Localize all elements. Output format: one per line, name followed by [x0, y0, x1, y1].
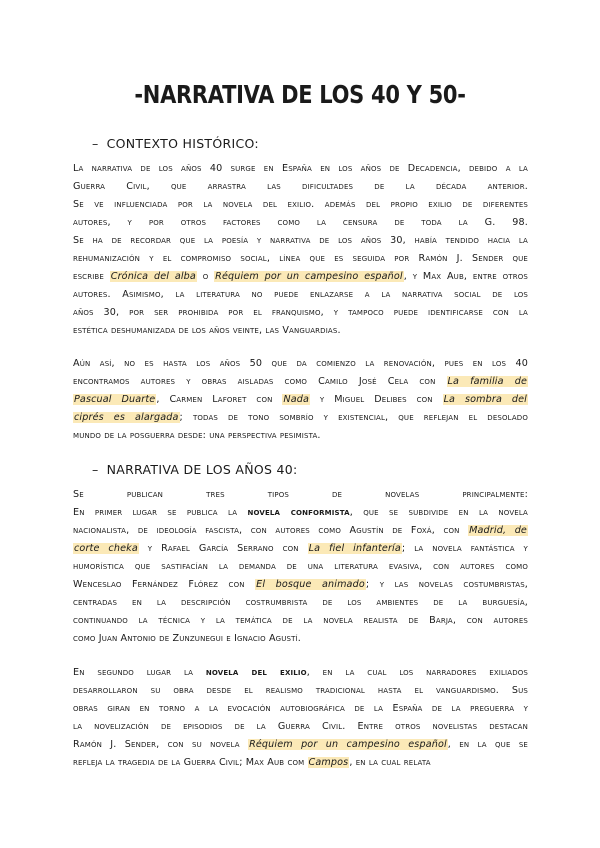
- paragraph: [73, 664, 528, 772]
- text-line: [73, 630, 528, 648]
- text-line: [73, 250, 528, 268]
- text-span: o: [196, 271, 215, 282]
- highlighted-title: Nada: [283, 394, 310, 405]
- text-line: [73, 355, 528, 373]
- text-span: En segundo lugar la: [73, 667, 206, 678]
- highlighted-title: Réquiem por un campesino español: [249, 739, 447, 750]
- text-line: [73, 160, 528, 178]
- highlighted-title: La fiel infantería: [308, 543, 401, 554]
- text-line: [73, 594, 528, 612]
- text-span: ; la novela fantástica y: [401, 543, 528, 554]
- text-line: [73, 232, 528, 250]
- text-line: [73, 214, 528, 232]
- text-line: [73, 427, 528, 445]
- text-span: estética deshumanizada de los años veinte, las Vanguardias.: [73, 325, 341, 336]
- heading-text: NARRATIVA DE LOS AÑOS 40:: [106, 462, 298, 477]
- highlighted-title: Réquiem por un campesino español: [215, 271, 403, 282]
- text-span: ; y las novelas costumbristas,: [365, 579, 528, 590]
- text-span: En primer lugar se publica la: [73, 507, 248, 518]
- text-line: [73, 576, 528, 594]
- text-span: La narrativa de los años 40 surge en España en los años de Decadencia, debido a la: [73, 163, 528, 174]
- text-line: [73, 736, 528, 754]
- text-span: nacionalista, de ideología fascista, con autores como Agustín de Foxá, con: [73, 525, 469, 536]
- highlighted-title: El bosque animado: [256, 579, 365, 590]
- page-title: -NARRATIVA DE LOS 40 Y 50-: [134, 80, 466, 109]
- section-heading-narrativa-40: [92, 462, 298, 477]
- section-heading-contexto: [92, 136, 259, 151]
- text-span: , en la que se: [447, 739, 528, 750]
- text-line: [73, 718, 528, 736]
- heading-dash: –: [92, 462, 99, 477]
- text-span: , Carmen Laforet con: [156, 394, 283, 405]
- text-span: centradas en la descripción costrumbrista de los ambientes de la burguesía,: [73, 597, 528, 608]
- text-span: escribe: [73, 271, 110, 282]
- text-span: como Juan Antonio de Zunzunegui e Ignacio Agustí.: [73, 633, 301, 644]
- text-line: [73, 540, 528, 558]
- bold-term: novela conformista: [247, 507, 350, 518]
- text-span: Aún así, no es hasta los años 50 que da comienzo la renovación, pues en los 40: [73, 358, 528, 369]
- text-span: Se ve influenciada por la novela del exilio. además del propio exilio de diferentes: [73, 199, 528, 210]
- text-span: autores, y por otros factores como la censura de toda la G. 98.: [73, 217, 528, 228]
- highlighted-title: Campos: [308, 757, 349, 768]
- highlighted-title: corte cheka: [74, 543, 138, 554]
- text-span: humorística que sastifacían la demanda de una literatura evasiva, con autores como: [73, 561, 528, 572]
- heading-dash: –: [92, 136, 99, 151]
- text-span: Se ha de recordar que la poesía y narrativa de los años 30, había tendido hacia la: [73, 235, 528, 246]
- text-line: [73, 664, 528, 682]
- text-span: rehumanización y el compromiso social, línea que es seguida por Ramón J. Sender que: [73, 253, 528, 264]
- text-line: [73, 196, 528, 214]
- text-line: [73, 612, 528, 630]
- text-span: , en la cual relata: [349, 757, 431, 768]
- text-span: refleja la tragedia de la Guerra Civil; Max Aub com: [73, 757, 308, 768]
- text-span: Guerra Civil, que arrastra las dificultades de la década anterior.: [73, 181, 528, 192]
- text-span: , en la cual los narradores exiliados: [306, 667, 528, 678]
- highlighted-title: ciprés es alargada: [74, 412, 179, 423]
- text-span: autores. Asimismo, la literatura no puede enlazarse a la narrativa social de los: [73, 289, 528, 300]
- text-line: [73, 486, 528, 504]
- text-line: [73, 522, 528, 540]
- text-span: y Miguel Delibes con: [310, 394, 443, 405]
- text-span: la novelización de episodios de la Guerra Civil. Entre otros novelistas destacan: [73, 721, 528, 732]
- highlighted-title: La familia de: [447, 376, 527, 387]
- text-span: , y Max Aub, entre otros: [403, 271, 528, 282]
- text-line: [73, 178, 528, 196]
- text-line: [73, 286, 528, 304]
- text-line: [73, 268, 528, 286]
- text-span: Se publican tres tipos de novelas principalmente:: [73, 489, 528, 500]
- text-span: años 30, por ser prohibida por el franquismo, y tampoco puede identificarse con la: [73, 307, 528, 318]
- highlighted-title: Pascual Duarte: [74, 394, 156, 405]
- text-span: ; todas de tono sombrío y existencial, que reflejan el desolado: [179, 412, 528, 423]
- text-line: [73, 754, 528, 772]
- highlighted-title: Crónica del alba: [110, 271, 196, 282]
- paragraph: [73, 160, 528, 340]
- text-span: obras giran en torno a la evocación autobiográfica de la España de la preguerra y: [73, 703, 528, 714]
- bold-term: novela del exilio: [205, 667, 307, 678]
- text-line: [73, 682, 528, 700]
- text-span: Ramón J. Sender, con su novela: [73, 739, 249, 750]
- text-line: [73, 373, 528, 391]
- text-line: [73, 322, 528, 340]
- paragraph: [73, 355, 528, 445]
- heading-text: CONTEXTO HISTÓRICO:: [106, 136, 259, 151]
- text-span: , que se subdivide en la novela: [349, 507, 528, 518]
- text-line: [73, 304, 528, 322]
- text-line: [73, 409, 528, 427]
- text-span: continuando la técnica y la temática de la novela realista de Barja, con autores: [73, 615, 528, 626]
- highlighted-title: La sombra del: [443, 394, 527, 405]
- text-line: [73, 558, 528, 576]
- text-span: Wenceslao Fernández Flórez con: [73, 579, 256, 590]
- text-span: mundo de la posguerra desde: una perspectiva pesimista.: [73, 430, 321, 441]
- paragraph: [73, 486, 528, 648]
- text-line: [73, 700, 528, 718]
- text-span: desarrollaron su obra desde el realismo tradicional hasta el vanguardismo. Sus: [73, 685, 528, 696]
- text-line: [73, 391, 528, 409]
- highlighted-title: Madrid, de: [469, 525, 527, 536]
- text-span: y Rafael García Serrano con: [138, 543, 308, 554]
- text-line: [73, 504, 528, 522]
- text-span: encontramos autores y obras aisladas como Camilo José Cela con: [73, 376, 447, 387]
